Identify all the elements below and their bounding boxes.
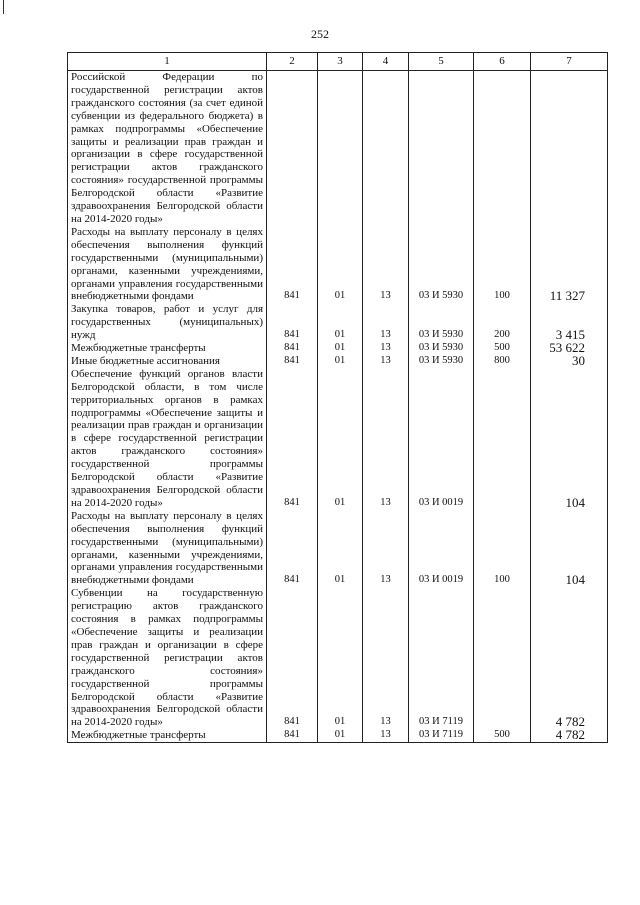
header-col-1: 1 [68, 53, 267, 71]
cell-target-article: 03 И 7119 [409, 729, 474, 742]
header-col-2: 2 [267, 53, 318, 71]
cell-target-article: 03 И 5930 [409, 226, 474, 303]
cell-subsection: 13 [363, 368, 409, 510]
cell-expense-type: 200 [474, 303, 531, 342]
table-row [68, 587, 608, 729]
cell-ministry-code: 841 [267, 729, 318, 742]
cell-ministry-code: 841 [267, 587, 318, 729]
cell-target-article: 03 И 0019 [409, 368, 474, 510]
cell-amount: 104 [531, 510, 608, 587]
header-col-3: 3 [318, 53, 363, 71]
scan-edge-mark [0, 0, 6, 20]
cell-ministry-code: 841 [267, 226, 318, 303]
cell-expense-type: 500 [474, 729, 531, 742]
cell-target-article: 03 И 0019 [409, 510, 474, 587]
row-description: Закупка товаров, работ и услуг для государственных (муниципальных) нужд [68, 303, 267, 342]
cell-subsection [363, 71, 409, 226]
cell-section: 01 [318, 510, 363, 587]
cell-expense-type: 100 [474, 226, 531, 303]
header-row [68, 53, 608, 71]
cell-amount: 4 782 [531, 729, 608, 742]
cell-target-article [409, 71, 474, 226]
cell-amount [531, 71, 608, 226]
cell-target-article: 03 И 5930 [409, 342, 474, 355]
row-description: Субвенции на государственную регистрацию актов гражданского состояния в рамках подпрограммы «Обеспечение защиты и реализации прав граждан и организации в сфере государственной регистрации актов гражданского состояния» государственной программы Белгородской области «Развитие здравоохранения Белгородской области на 2014-2020 годы» [68, 587, 267, 729]
cell-expense-type: 100 [474, 510, 531, 587]
cell-target-article: 03 И 5930 [409, 303, 474, 342]
cell-expense-type: 800 [474, 355, 531, 368]
budget-table [67, 52, 608, 743]
row-description: Межбюджетные трансферты [68, 342, 267, 355]
cell-section: 01 [318, 303, 363, 342]
cell-subsection: 13 [363, 510, 409, 587]
cell-section: 01 [318, 226, 363, 303]
cell-expense-type [474, 587, 531, 729]
row-description: Расходы на выплату персоналу в целях обеспечения выполнения функций государственными (муниципальными) органами, казенными учреждениями, органами управления государственными внебюджетными фондами [68, 226, 267, 303]
cell-ministry-code: 841 [267, 368, 318, 510]
cell-expense-type [474, 71, 531, 226]
table-row [68, 368, 608, 510]
row-description: Иные бюджетные ассигнования [68, 355, 267, 368]
cell-target-article: 03 И 5930 [409, 355, 474, 368]
table-row [68, 510, 608, 587]
row-description: Обеспечение функций органов власти Белгородской области, в том числе территориальных органов в рамках подпрограммы «Обеспечение защиты и реализации прав граждан и организации в сфере государственной регистрации актов гражданского состояния» государственной программы Белгородской области «Развитие здравоохранения Белгородской области на 2014-2020 годы» [68, 368, 267, 510]
table-row [68, 303, 608, 342]
table-row [68, 342, 608, 355]
cell-amount: 4 782 [531, 587, 608, 729]
cell-subsection: 13 [363, 303, 409, 342]
row-description: Расходы на выплату персоналу в целях обеспечения выполнения функций государственными (муниципальными) органами, казенными учреждениями, органами управления государственными внебюджетными фондами [68, 510, 267, 587]
cell-ministry-code [267, 71, 318, 226]
cell-section: 01 [318, 368, 363, 510]
cell-subsection: 13 [363, 587, 409, 729]
header-col-6: 6 [474, 53, 531, 71]
cell-amount: 11 327 [531, 226, 608, 303]
cell-section: 01 [318, 342, 363, 355]
row-description: Межбюджетные трансферты [68, 729, 267, 742]
table-row [68, 729, 608, 742]
header-col-4: 4 [363, 53, 409, 71]
cell-subsection: 13 [363, 226, 409, 303]
row-description: Российской Федерации по государственной регистрации актов гражданского состояния (за счет единой субвенции из федерального бюджета) в рамках подпрограммы «Обеспечение защиты и реализации прав граждан и организации в сфере государственной регистрации актов гражданского состояния» государственной программы Белгородской области «Развитие здравоохранения Белгородской области на 2014-2020 годы» [68, 71, 267, 226]
page-number: 252 [311, 27, 329, 41]
cell-ministry-code: 841 [267, 510, 318, 587]
cell-subsection: 13 [363, 342, 409, 355]
cell-amount: 30 [531, 355, 608, 368]
cell-subsection: 13 [363, 729, 409, 742]
cell-amount: 104 [531, 368, 608, 510]
cell-target-article: 03 И 7119 [409, 587, 474, 729]
cell-amount: 3 415 [531, 303, 608, 342]
cell-expense-type [474, 368, 531, 510]
table-row [68, 226, 608, 303]
header-col-5: 5 [409, 53, 474, 71]
cell-expense-type: 500 [474, 342, 531, 355]
header-col-7: 7 [531, 53, 608, 71]
cell-amount: 53 622 [531, 342, 608, 355]
cell-ministry-code: 841 [267, 342, 318, 355]
cell-section: 01 [318, 729, 363, 742]
cell-section: 01 [318, 355, 363, 368]
table-row [68, 71, 608, 226]
cell-ministry-code: 841 [267, 355, 318, 368]
cell-section [318, 71, 363, 226]
table-row [68, 355, 608, 368]
cell-subsection: 13 [363, 355, 409, 368]
cell-ministry-code: 841 [267, 303, 318, 342]
cell-section: 01 [318, 587, 363, 729]
